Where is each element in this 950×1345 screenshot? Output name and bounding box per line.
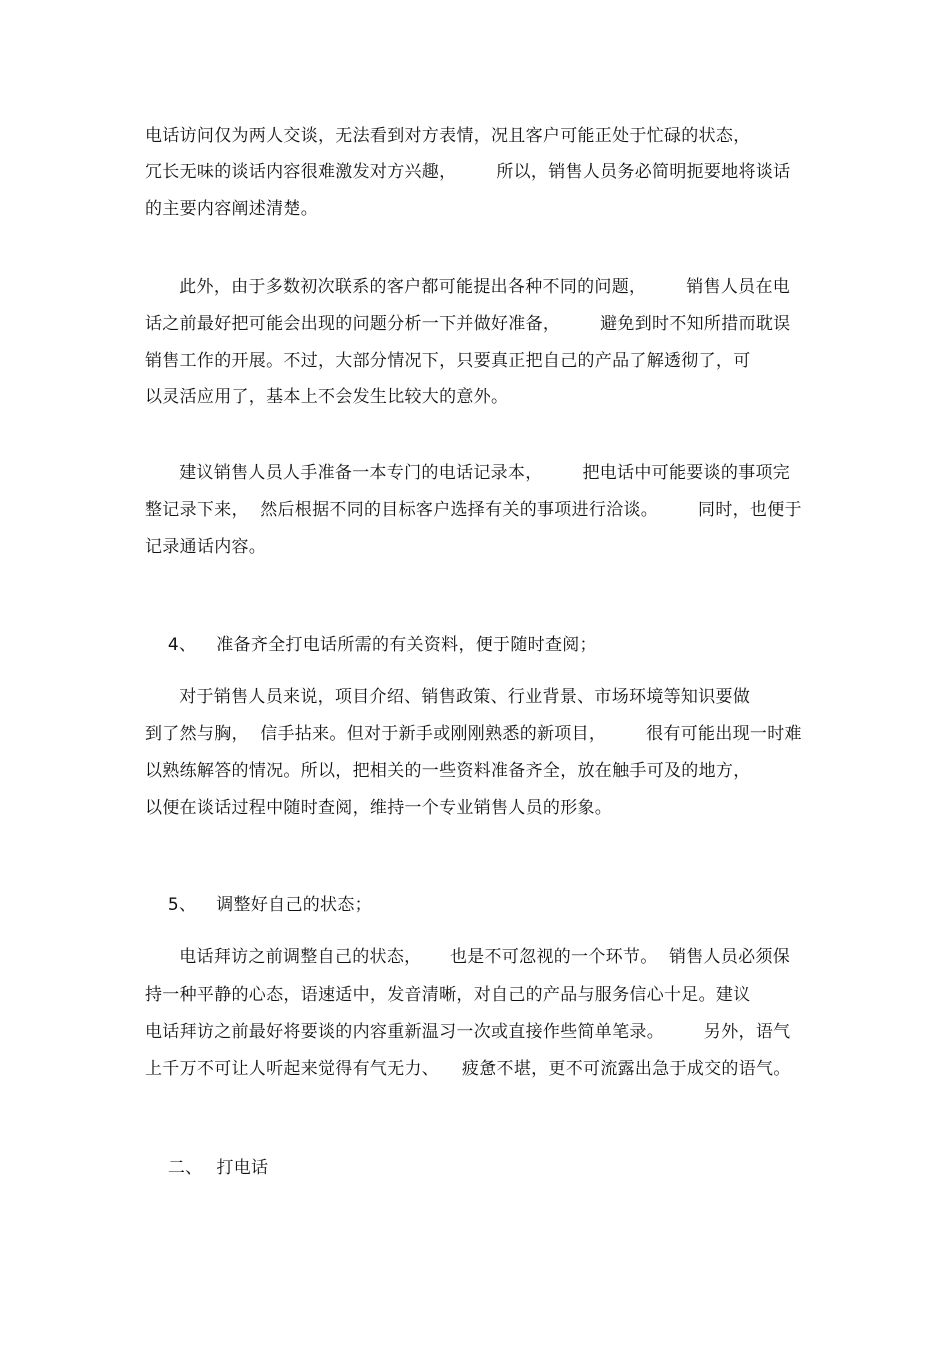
paragraph-line: 销售工作的开展。不过，大部分情况下，只要真正把自己的产品了解透彻了，可 [145, 351, 751, 371]
section-title: 打电话 [216, 1158, 269, 1178]
paragraph-line: 电话拜访之前最好将要谈的内容重新温习一次或直接作些简单笔录。 另外，语气 [145, 1022, 791, 1042]
paragraph-line: 冗长无味的谈话内容很难激发对方兴趣， 所以，销售人员务必简明扼要地将谈话 [145, 162, 791, 182]
paragraph-line: 对于销售人员来说，项目介绍、销售政策、行业背景、市场环境等知识要做 [145, 687, 751, 707]
list-item-heading [145, 612, 597, 678]
list-item-number: 5、 [167, 895, 197, 915]
paragraph-line: 电话拜访之前调整自己的状态， 也是不可忽视的一个环节。 销售人员必须保 [145, 947, 791, 967]
paragraph-line: 持一种平静的心态，语速适中，发音清晰，对自己的产品与服务信心十足。建议 [145, 985, 751, 1005]
paragraph-line: 到了然与胸， 信手拈来。但对于新手或刚刚熟悉的新项目， 很有可能出现一时难 [145, 724, 802, 744]
paragraph-line: 电话访问仅为两人交谈，无法看到对方表情，况且客户可能正处于忙碌的状态， [145, 126, 751, 146]
paragraph-line: 上千万不可让人听起来觉得有气无力、 疲惫不堪，更不可流露出急于成交的语气。 [145, 1059, 791, 1079]
paragraph-line: 此外，由于多数初次联系的客户都可能提出各种不同的问题， 销售人员在电 [145, 277, 791, 297]
paragraph-line: 以熟练解答的情况。所以，把相关的一些资料准备齐全，放在触手可及的地方， [145, 761, 751, 781]
list-item-heading [145, 872, 372, 938]
list-item-text: 准备齐全打电话所需的有关资料，便于随时查阅； [216, 635, 597, 655]
list-item-number: 4、 [167, 635, 197, 655]
section-heading [145, 1135, 268, 1201]
list-item-text: 调整好自己的状态； [216, 895, 372, 915]
paragraph-line: 记录通话内容。 [145, 537, 267, 557]
paragraph-line: 的主要内容阐述清楚。 [145, 199, 318, 219]
section-number: 二、 [167, 1158, 203, 1178]
paragraph-line: 话之前最好把可能会出现的问题分析一下并做好准备， 避免到时不知所措而耽误 [145, 314, 791, 334]
paragraph-line: 建议销售人员人手准备一本专门的电话记录本， 把电话中可能要谈的事项完 [145, 463, 791, 483]
paragraph-line: 整记录下来， 然后根据不同的目标客户选择有关的事项进行洽谈。 同时，也便于 [145, 500, 802, 520]
paragraph-line: 以灵活应用了，基本上不会发生比较大的意外。 [145, 387, 509, 407]
paragraph-line: 以便在谈话过程中随时查阅，维持一个专业销售人员的形象。 [145, 798, 613, 818]
